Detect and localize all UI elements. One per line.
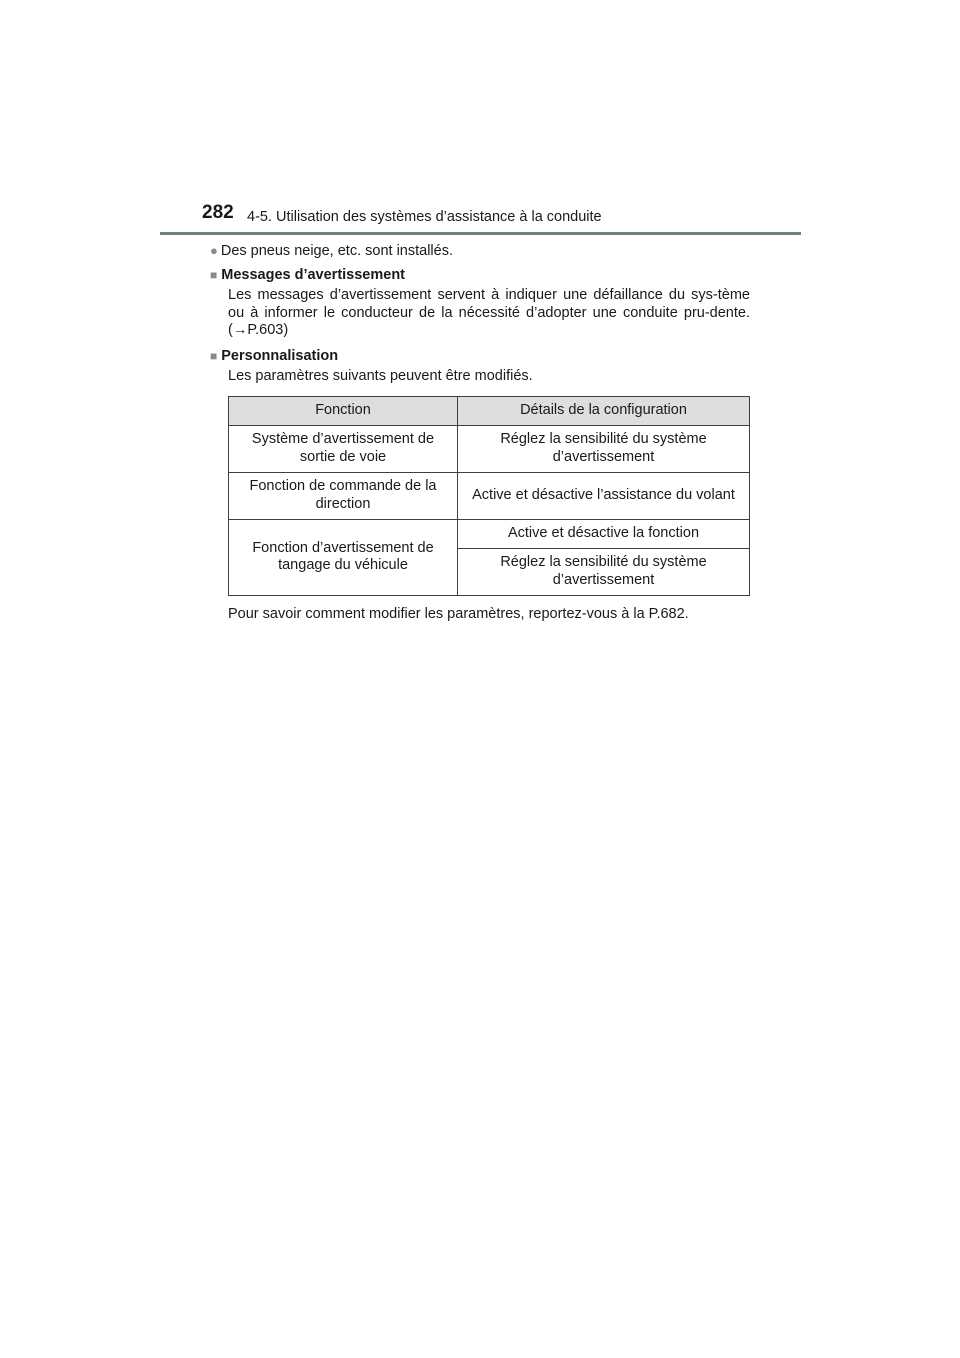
- section-heading: [210, 267, 750, 285]
- section-intro: Les paramètres suivants peuvent être modifiés.: [228, 368, 533, 384]
- section-body: Les messages d’avertissement servent à indiquer une défaillance du sys-tème ou à informer le conducteur de la nécessité d’adopter une conduite pru-dente. (→P.603): [228, 287, 750, 338]
- table-cell-details: Active et désactive la fonction: [458, 519, 750, 548]
- table-row: [229, 472, 750, 519]
- square-bullet-icon: ■: [210, 267, 218, 282]
- warning-messages-section: [210, 267, 750, 340]
- table-cell-function: Système d’avertissement de sortie de voie: [229, 425, 458, 472]
- table-cell-function: Fonction d’avertissement de tangage du véhicule: [229, 519, 458, 595]
- table-cell-details: Active et désactive l’assistance du volant: [458, 472, 750, 519]
- chapter-title: 4-5. Utilisation des systèmes d’assistance à la conduite: [247, 209, 602, 225]
- page-number: 282: [202, 202, 234, 223]
- square-bullet-icon: ■: [210, 348, 218, 363]
- settings-note: Pour savoir comment modifier les paramètres, reportez-vous à la P.682.: [228, 605, 689, 622]
- bullet-text: Des pneus neige, etc. sont installés.: [220, 243, 453, 259]
- bullet-dot-icon: ●: [210, 243, 218, 258]
- section-heading-text: Personnalisation: [221, 347, 339, 364]
- table-cell-details: Réglez la sensibilité du système d’avertissement: [458, 548, 750, 595]
- table-row: [229, 425, 750, 472]
- table-row: [229, 519, 750, 548]
- page-content: [210, 242, 750, 623]
- section-heading-text: Messages d’avertissement: [221, 266, 406, 283]
- header-divider: [160, 232, 801, 235]
- configuration-table: [228, 396, 750, 596]
- table-header-function: Fonction: [229, 396, 458, 425]
- bullet-item: [210, 242, 750, 261]
- section-heading: [210, 348, 750, 366]
- table-cell-details: Réglez la sensibilité du système d’avertissement: [458, 425, 750, 472]
- customization-section: [210, 348, 750, 624]
- table-header-details: Détails de la configuration: [458, 396, 750, 425]
- table-header-row: [229, 396, 750, 425]
- page-header: [0, 0, 960, 240]
- table-cell-function: Fonction de commande de la direction: [229, 472, 458, 519]
